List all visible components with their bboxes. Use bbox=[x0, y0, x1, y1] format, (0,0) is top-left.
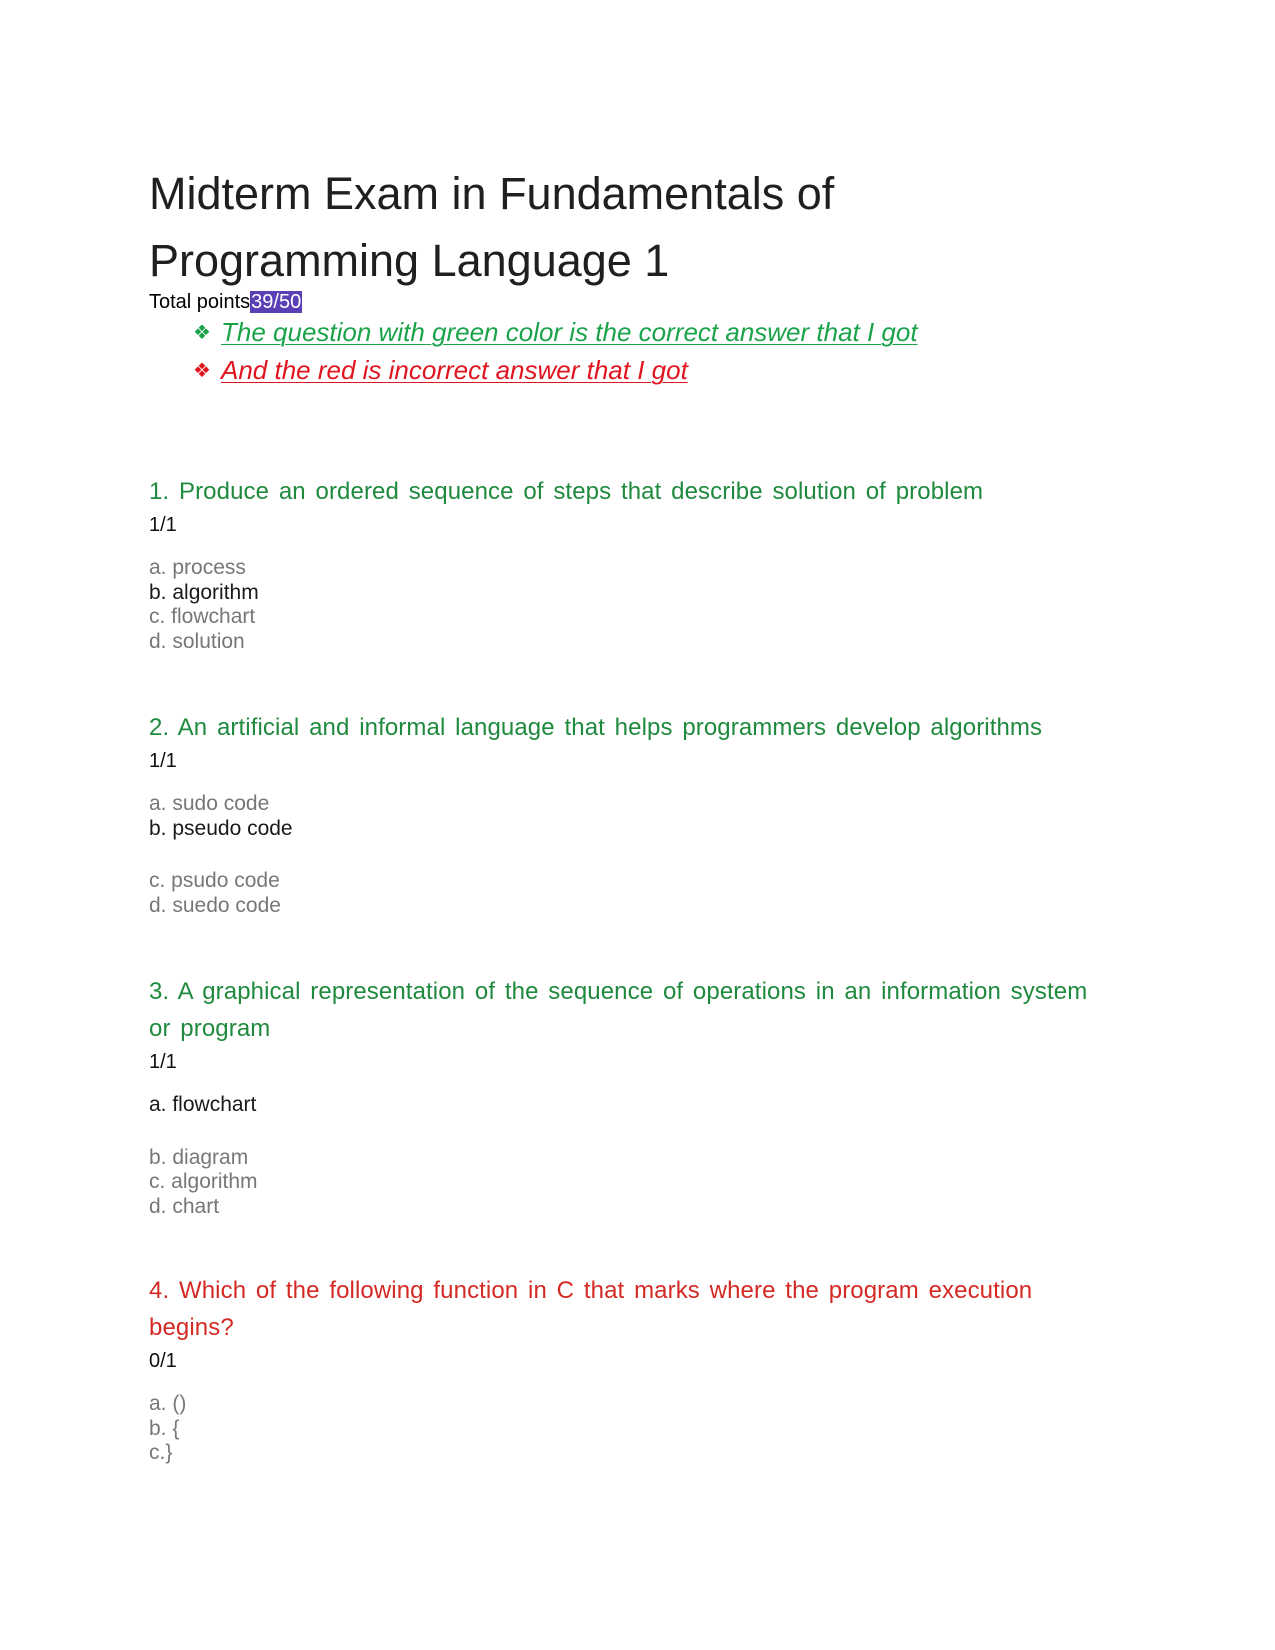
option-c: c. flowchart bbox=[149, 605, 256, 628]
question-score: 0/1 bbox=[149, 1350, 177, 1372]
option-list bbox=[149, 792, 1109, 918]
option-d: d. suedo code bbox=[149, 893, 281, 917]
question-1 bbox=[149, 473, 1109, 654]
diamond-bullet-icon: ❖ bbox=[193, 360, 211, 382]
total-points-score: 39/50 bbox=[251, 291, 302, 313]
question-4 bbox=[149, 1272, 1109, 1466]
title-line-2: Programming Language 1 bbox=[149, 235, 670, 286]
option-list bbox=[149, 1093, 1109, 1219]
option-b-selected: b. pseudo code bbox=[149, 816, 293, 840]
option-a: a. sudo code bbox=[149, 792, 270, 815]
option-c: c. algorithm bbox=[149, 1170, 258, 1193]
question-text: 4. Which of the following function in C that marks where the program execution begins? bbox=[149, 1277, 1033, 1341]
legend-correct bbox=[193, 316, 918, 349]
option-c: c.} bbox=[149, 1441, 173, 1464]
legend-incorrect bbox=[193, 354, 688, 387]
total-points bbox=[149, 290, 302, 314]
option-d: d. solution bbox=[149, 629, 245, 653]
question-text: 1. Produce an ordered sequence of steps that describe solution of problem bbox=[149, 478, 984, 505]
option-list bbox=[149, 556, 1109, 654]
question-text: 3. A graphical representation of the sequence of operations in an information system or program bbox=[149, 978, 1088, 1042]
question-3 bbox=[149, 973, 1109, 1219]
option-b-selected: b. algorithm bbox=[149, 580, 259, 604]
option-b: b. diagram bbox=[149, 1145, 249, 1169]
diamond-bullet-icon: ❖ bbox=[193, 322, 211, 344]
total-points-label: Total points bbox=[149, 291, 251, 313]
option-c: c. psudo code bbox=[149, 869, 280, 892]
option-a-selected: a. flowchart bbox=[149, 1093, 257, 1116]
option-list bbox=[149, 1392, 1109, 1466]
legend-correct-text: The question with green color is the correct answer that I got bbox=[221, 317, 918, 347]
legend-incorrect-text: And the red is incorrect answer that I got bbox=[221, 355, 688, 385]
question-score: 1/1 bbox=[149, 514, 177, 536]
question-score: 1/1 bbox=[149, 750, 177, 772]
question-2 bbox=[149, 709, 1109, 918]
option-a: a. () bbox=[149, 1392, 187, 1415]
title-line-1: Midterm Exam in Fundamentals of bbox=[149, 168, 835, 219]
question-text: 2. An artificial and informal language that helps programmers develop algorithms bbox=[149, 714, 1043, 741]
option-d: d. chart bbox=[149, 1194, 220, 1218]
question-score: 1/1 bbox=[149, 1051, 177, 1073]
option-a: a. process bbox=[149, 556, 246, 579]
option-b: b. { bbox=[149, 1416, 180, 1440]
page-title bbox=[149, 160, 1149, 294]
